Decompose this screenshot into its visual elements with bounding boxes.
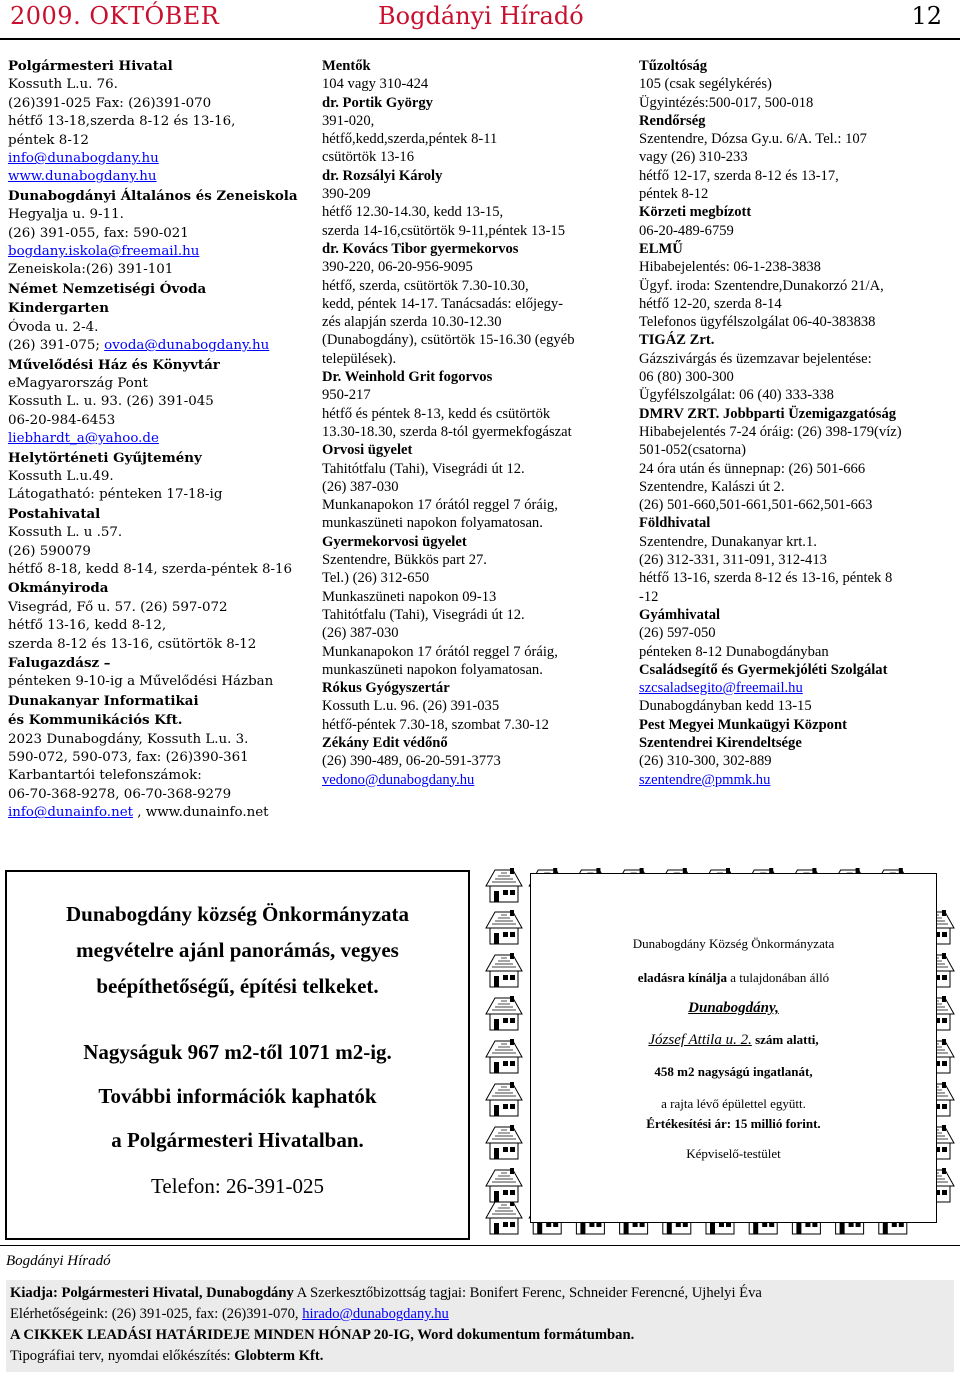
directory-line	[322, 258, 622, 276]
house-icon	[486, 1200, 522, 1234]
house-icon	[486, 1125, 522, 1159]
entry-text: munkaszüneti napokon folyamatosan.	[322, 515, 543, 532]
directory-line	[639, 771, 949, 789]
ad-line	[531, 1032, 936, 1049]
entry-text: Óvoda u. 2-4.	[8, 319, 99, 335]
directory-line	[8, 786, 308, 804]
directory-line	[639, 368, 949, 386]
directory-line	[639, 679, 949, 697]
ad-signature: Képviselő-testület	[686, 1146, 781, 1161]
ad-line: megvételre ajánl panorámás, vegyes	[76, 938, 399, 962]
directory-line	[8, 95, 308, 113]
entry-text: Szentendre, Kalászi út 2.	[639, 478, 785, 495]
entry-heading: Pest Megyei Munkaügyi Központ	[639, 716, 847, 733]
directory-line	[639, 734, 949, 752]
entry-text: 13.30-18.30, szerda 8-tól gyermekfogászat	[322, 423, 572, 440]
entry-heading: Szentendrei Kirendeltsége	[639, 734, 802, 751]
directory-line	[322, 203, 622, 221]
entry-heading: Orvosi ügyelet	[322, 442, 413, 459]
entry-text: Ügyintézés:500-017, 500-018	[639, 94, 814, 111]
directory-line	[639, 496, 949, 514]
directory-line	[8, 132, 308, 150]
directory-line	[639, 441, 949, 459]
directory-line	[8, 76, 308, 94]
typography-company: Globterm Kft.	[234, 1348, 324, 1364]
directory-line	[8, 206, 308, 224]
directory-line	[8, 468, 308, 486]
directory-line	[8, 412, 308, 430]
entry-heading: Helytörténeti Gyűjtemény	[8, 449, 202, 466]
entry-text: hétfő, szerda, csütörtök 7.30-10.30,	[322, 277, 529, 294]
entry-text: kedd, péntek 14-17. Tanácsadás: előjegy-	[322, 295, 564, 312]
directory-line	[8, 579, 308, 598]
directory-line	[8, 243, 308, 261]
ad-text: a tulajdonában álló	[727, 970, 830, 985]
ad-line: Dunabogdány Község Önkormányzata	[632, 936, 835, 951]
entry-text: települések).	[322, 350, 397, 367]
entry-text: 950-217	[322, 387, 371, 404]
directory-line	[322, 496, 622, 514]
ad-price: Értékesítési ár: 15 millió forint.	[646, 1116, 821, 1131]
entry-text: hétfő 8-18, kedd 8-14, szerda-péntek 8-16	[8, 561, 293, 577]
entry-text: Kossuth L. u. 93. (26) 391-045	[8, 394, 214, 410]
directory-line	[322, 460, 622, 478]
entry-text: Kossuth L. u .57.	[8, 525, 123, 541]
ad-text: szám alatti,	[751, 1032, 819, 1047]
directory-line	[322, 130, 622, 148]
entry-heading: ELMŰ	[639, 240, 683, 257]
directory-line	[8, 804, 308, 822]
directory-line	[639, 75, 949, 93]
directory-line	[322, 514, 622, 532]
directory-line	[639, 551, 949, 569]
house-icon	[486, 1039, 522, 1073]
directory-line	[322, 94, 622, 112]
directory-line	[639, 185, 949, 203]
entry-text: hétfő 13-16, szerda 8-12 és 13-16, péntek 8	[639, 570, 893, 587]
directory-line	[322, 606, 622, 624]
directory-line	[639, 277, 949, 295]
footer-title: Bogdányi Híradó	[6, 1253, 111, 1269]
entry-heading: és Kommunikációs Kft.	[8, 712, 183, 729]
entry-text: pénteken 8-12 Dunabogdányban	[639, 643, 829, 660]
directory-line	[8, 113, 308, 131]
entry-heading: Mentők	[322, 58, 371, 74]
entry-text: (Dunabogdány), csütörtök 15-16.30 (egyéb	[322, 332, 575, 349]
entry-text: hétfő 12-17, szerda 8-12 és 13-17,	[639, 167, 839, 184]
entry-text: 105 (csak segélykérés)	[639, 76, 772, 93]
contact-link[interactable]: www.dunabogdany.hu	[8, 169, 157, 185]
directory-line	[322, 75, 622, 93]
directory-line	[8, 319, 308, 337]
ad-line: 458 m2 nagyságú ingatlanát,	[654, 1064, 813, 1079]
contact-link[interactable]: liebhardt_a@yahoo.de	[8, 431, 159, 447]
directory-column-2	[322, 57, 622, 789]
directory-line	[639, 313, 949, 331]
directory-line	[322, 313, 622, 331]
ad-emphasis: eladásra kínálja	[637, 970, 728, 985]
directory-line	[639, 752, 949, 770]
entry-heading: dr. Rozsályi Károly	[322, 167, 443, 184]
directory-line	[322, 771, 622, 789]
entry-text: Látogatható: pénteken 17-18-ig	[8, 487, 223, 503]
entry-heading: Családsegítő és Gyermekjóléti Szolgálat	[639, 661, 888, 678]
directory-line	[322, 222, 622, 240]
publisher: Kiadja: Polgármesteri Hivatal, Dunabogdány	[10, 1285, 294, 1301]
directory-line	[8, 543, 308, 561]
entry-text: Hibabejelentés: 06-1-238-3838	[639, 259, 821, 276]
directory-line	[639, 661, 949, 679]
directory-line	[639, 423, 949, 441]
ad-line	[531, 970, 936, 986]
entry-text: 501-052(csatorna)	[639, 442, 746, 459]
directory-line	[322, 148, 622, 166]
entry-heading: Művelődési Ház és Könyvtár	[8, 356, 220, 373]
imprint-line	[10, 1348, 323, 1365]
entry-text: hétfő-péntek 7.30-18, szombat 7.30-12	[322, 716, 549, 733]
directory-line	[322, 57, 622, 75]
footer-rule	[0, 1245, 960, 1246]
entry-text: péntek 8-12	[639, 186, 709, 203]
entry-text: Gázszivárgás és üzemzavar bejelentése:	[639, 350, 872, 367]
land-sale-ad	[5, 870, 470, 1240]
entry-text: (26) 310-300, 302-889	[639, 753, 772, 770]
directory-line	[639, 112, 949, 130]
directory-line	[639, 350, 949, 368]
entry-text: péntek 8-12	[8, 132, 89, 148]
entry-heading: Tűzoltóság	[639, 58, 708, 74]
directory-line	[639, 258, 949, 276]
entry-text: (26) 387-030	[322, 478, 399, 495]
issue-date: 2009. OKTÓBER	[10, 2, 220, 30]
house-icon	[486, 953, 522, 987]
directory-line	[639, 588, 949, 606]
directory-line	[639, 533, 949, 551]
ad-address: József Attila u. 2.	[648, 1032, 752, 1048]
directory-line	[639, 624, 949, 642]
entry-text: (26) 390-489, 06-20-591-3773	[322, 753, 501, 770]
ad-phone: Telefon: 26-391-025	[151, 1174, 324, 1198]
directory-line	[8, 299, 308, 318]
directory-line	[8, 505, 308, 524]
entry-text: 590-072, 590-073, fax: (26)390-361	[8, 750, 249, 766]
directory-line	[8, 168, 308, 186]
directory-line	[639, 460, 949, 478]
editorial-board: A Szerkesztőbizottság tagjai: Bonifert Ferenc, Schneider Ferencné, Ujhelyi Éva	[293, 1285, 762, 1301]
entry-text: hétfő 12.30-14.30, kedd 13-15,	[322, 204, 504, 221]
entry-text: Telefonos ügyfélszolgálat 06-40-383838	[639, 314, 876, 331]
contact-email-link[interactable]: hirado@dunabogdany.hu	[302, 1306, 449, 1322]
header-rule	[0, 38, 960, 40]
property-sale-ad	[530, 873, 937, 1223]
entry-text: 06-20-489-6759	[639, 222, 734, 239]
directory-line	[322, 112, 622, 130]
directory-line	[639, 240, 949, 258]
entry-text: Munkaszüneti napokon 09-13	[322, 588, 497, 605]
directory-line	[322, 569, 622, 587]
entry-heading: Falugazdász –	[8, 655, 111, 671]
house-icon	[486, 1168, 522, 1202]
entry-text: (26) 387-030	[322, 625, 399, 642]
directory-line	[322, 643, 622, 661]
directory-line	[8, 692, 308, 711]
entry-text: hétfő 13-18,szerda 8-12 és 13-16,	[8, 114, 236, 130]
entry-text: (26) 391-075;	[8, 338, 105, 354]
entry-text: Szentendre, Dunakanyar krt.1.	[639, 533, 817, 550]
directory-line	[639, 643, 949, 661]
ad-line: beépíthetőségű, építési telkeket.	[96, 974, 379, 998]
entry-heading: Okmányiroda	[8, 580, 109, 597]
directory-line	[322, 295, 622, 313]
entry-text: eMagyarország Pont	[8, 375, 148, 391]
directory-line	[8, 731, 308, 749]
directory-line	[322, 588, 622, 606]
entry-heading: Földhivatal	[639, 515, 711, 532]
directory-line	[8, 375, 308, 393]
directory-line	[322, 551, 622, 569]
entry-text: (26) 501-660,501-661,501-662,501-663	[639, 497, 873, 514]
entry-text: Kossuth L.u. 76.	[8, 77, 118, 93]
directory-line	[322, 423, 622, 441]
directory-line	[8, 280, 308, 299]
entry-heading: TIGÁZ Zrt.	[639, 332, 715, 349]
entry-text: 390-220, 06-20-956-9095	[322, 259, 473, 276]
entry-heading: Polgármesteri Hivatal	[8, 58, 173, 74]
directory-line	[639, 514, 949, 532]
directory-line	[322, 697, 622, 715]
directory-line	[322, 716, 622, 734]
directory-line	[8, 767, 308, 785]
entry-heading: Dunabogdányi Általános és Zeneiskola	[8, 187, 298, 204]
contact-link[interactable]: info@dunabogdany.hu	[8, 151, 159, 167]
page-number: 12	[911, 2, 942, 30]
deadline-notice: A CIKKEK LEADÁSI HATÁRIDEJE MINDEN HÓNAP 20-IG, Word dokumentum formátumban.	[10, 1327, 635, 1343]
contact-link[interactable]: szentendre@pmmk.hu	[639, 771, 771, 788]
entry-text: Zeneiskola:(26) 391-101	[8, 262, 174, 278]
imprint-box	[6, 1280, 954, 1372]
directory-line	[639, 148, 949, 166]
entry-heading: Rókus Gyógyszertár	[322, 680, 450, 697]
entry-text: pénteken 9-10-ig a Művelődési Házban	[8, 674, 274, 690]
entry-text: Kossuth L.u.49.	[8, 468, 114, 484]
house-icon	[486, 910, 522, 944]
entry-heading: Gyámhivatal	[639, 606, 721, 623]
entry-text: Hibabejelentés 7-24 óráig: (26) 398-179(víz)	[639, 423, 902, 440]
entry-text: zés alapján szerda 10.30-12.30	[322, 314, 502, 331]
entry-text: 390-209	[322, 186, 371, 203]
house-icon	[486, 996, 522, 1030]
ad-line: Nagyságuk 967 m2-től 1071 m2-ig.	[83, 1040, 392, 1064]
contact-link[interactable]: ovoda@dunabogdany.hu	[104, 338, 270, 354]
publication-title: Bogdányi Híradó	[378, 2, 584, 30]
entry-text: hétfő 13-16, kedd 8-12,	[8, 618, 167, 634]
directory-line	[8, 673, 308, 691]
entry-text: Tahitótfalu (Tahi), Visegrádi út 12.	[322, 460, 525, 477]
entry-text: Kossuth L.u. 96. (26) 391-035	[322, 698, 500, 715]
entry-text: 24 óra után és ünnepnap: (26) 501-666	[639, 460, 866, 477]
entry-text: 06 (80) 300-300	[639, 369, 734, 386]
directory-line	[8, 393, 308, 411]
entry-heading: dr. Kovács Tibor gyermekorvos	[322, 240, 519, 257]
directory-line	[8, 337, 308, 355]
entry-text: Munkanapokon 17 órától reggel 7 óráig,	[322, 643, 558, 660]
entry-text: Tel.) (26) 312-650	[322, 570, 430, 587]
contact-link[interactable]: bogdany.iskola@freemail.hu	[8, 244, 200, 260]
directory-line	[8, 749, 308, 767]
directory-line	[322, 350, 622, 368]
directory-line	[322, 277, 622, 295]
entry-text: (26) 590079	[8, 543, 91, 559]
directory-line	[8, 150, 308, 168]
directory-line	[322, 368, 622, 386]
directory-line	[8, 524, 308, 542]
entry-text: szerda 8-12 és 13-16, csütörtök 8-12	[8, 636, 257, 652]
directory-line	[639, 94, 949, 112]
contact-link[interactable]: vedono@dunabogdany.hu	[322, 771, 475, 788]
directory-line	[639, 222, 949, 240]
ad-line: További információk kaphatók	[98, 1084, 377, 1108]
directory-line	[322, 405, 622, 423]
entry-text: Szentendre, Bükkös part 27.	[322, 552, 487, 569]
contact-link[interactable]: info@dunainfo.net	[8, 805, 133, 821]
entry-heading: Német Nemzetiségi Óvoda	[8, 280, 207, 297]
house-icon	[486, 868, 522, 902]
ad-line: Dunabogdány,	[688, 1000, 779, 1016]
directory-line	[639, 405, 949, 423]
entry-heading: dr. Portik György	[322, 94, 433, 111]
entry-text: (26)391-025 Fax: (26)391-070	[8, 95, 212, 111]
entry-text: 2023 Dunabogdány, Kossuth L.u. 3.	[8, 731, 249, 747]
entry-heading: Körzeti megbízott	[639, 204, 752, 221]
directory-line	[639, 331, 949, 349]
directory-line	[322, 441, 622, 459]
directory-line	[639, 697, 949, 715]
directory-line	[8, 261, 308, 279]
directory-line	[322, 624, 622, 642]
entry-text: (26) 597-050	[639, 625, 716, 642]
entry-text: munkaszüneti napokon folyamatosan.	[322, 661, 543, 678]
entry-text: , www.dunainfo.net	[133, 805, 269, 821]
directory-line	[8, 599, 308, 617]
entry-text: Szentendre, Dózsa Gy.u. 6/A. Tel.: 107	[639, 131, 867, 148]
directory-line	[322, 661, 622, 679]
entry-heading: Dr. Weinhold Grit fogorvos	[322, 369, 493, 386]
entry-text: hétfő,kedd,szerda,péntek 8-11	[322, 131, 498, 148]
house-icon	[486, 1082, 522, 1116]
directory-line	[8, 654, 308, 673]
directory-line	[639, 478, 949, 496]
directory-line	[8, 225, 308, 243]
directory-line	[8, 617, 308, 635]
directory-column-1	[8, 57, 308, 823]
entry-text: 06-20-984-6453	[8, 412, 116, 428]
directory-line	[322, 331, 622, 349]
directory-line	[322, 533, 622, 551]
directory-line	[322, 734, 622, 752]
directory-line	[8, 187, 308, 206]
ad-line: a Polgármesteri Hivatalban.	[111, 1128, 364, 1152]
directory-line	[639, 295, 949, 313]
entry-text: csütörtök 13-16	[322, 149, 415, 166]
directory-line	[639, 606, 949, 624]
entry-text: Visegrád, Fő u. 57. (26) 597-072	[8, 599, 228, 615]
directory-line	[639, 716, 949, 734]
contact-link[interactable]: szcsaladsegito@freemail.hu	[639, 680, 803, 697]
imprint-line	[10, 1306, 449, 1323]
directory-line	[639, 386, 949, 404]
entry-text: Hegyalja u. 9-11.	[8, 207, 124, 223]
entry-text: (26) 391-055, fax: 590-021	[8, 225, 189, 241]
entry-text: Karbantartói telefonszámok:	[8, 768, 202, 784]
typography-text: Tipográfiai terv, nyomdai előkészítés:	[10, 1348, 235, 1364]
entry-text: 06-70-368-9278, 06-70-368-9279	[8, 786, 232, 802]
directory-column-3	[639, 57, 949, 789]
entry-text: hétfő és péntek 8-13, kedd és csütörtök	[322, 405, 551, 422]
entry-text: 391-020,	[322, 112, 375, 129]
directory-line	[639, 569, 949, 587]
directory-line	[8, 486, 308, 504]
imprint-line	[10, 1285, 762, 1302]
directory-line	[8, 57, 308, 76]
entry-text: Munkanapokon 17 órától reggel 7 óráig,	[322, 497, 558, 514]
directory-line	[8, 430, 308, 448]
entry-text: 104 vagy 310-424	[322, 76, 429, 93]
directory-line	[639, 130, 949, 148]
entry-text: Ügyf. iroda: Szentendre,Dunakorzó 21/A,	[639, 277, 884, 294]
directory-line	[322, 752, 622, 770]
entry-heading: Dunakanyar Informatikai	[8, 692, 199, 709]
directory-line	[322, 167, 622, 185]
directory-line	[322, 185, 622, 203]
directory-line	[8, 449, 308, 468]
contact-text: Elérhetőségeink: (26) 391-025, fax: (26)391-070,	[10, 1306, 303, 1322]
directory-line	[322, 386, 622, 404]
page-header	[0, 0, 960, 34]
directory-line	[639, 203, 949, 221]
entry-heading: Rendőrség	[639, 112, 706, 129]
entry-text: szerda 14-16,csütörtök 9-11,péntek 13-15	[322, 222, 566, 239]
entry-text: -12	[639, 588, 659, 605]
entry-text: (26) 312-331, 311-091, 312-413	[639, 552, 827, 569]
ad-line: a rajta lévő épülettel együtt.	[661, 1096, 806, 1111]
entry-heading: DMRV ZRT. Jobbparti Üzemigazgatóság	[639, 405, 897, 422]
entry-heading: Gyermekorvosi ügyelet	[322, 533, 467, 550]
entry-heading: Kindergarten	[8, 300, 109, 317]
directory-line	[8, 561, 308, 579]
entry-heading: Zékány Edit védőnő	[322, 734, 448, 751]
entry-text: Dunabogdányban kedd 13-15	[639, 698, 812, 715]
directory-line	[322, 240, 622, 258]
directory-line	[8, 636, 308, 654]
ad-line: Dunabogdány község Önkormányzata	[65, 902, 410, 926]
directory-line	[639, 167, 949, 185]
directory-line	[8, 711, 308, 730]
entry-text: hétfő 12-20, szerda 8-14	[639, 295, 782, 312]
directory-line	[322, 679, 622, 697]
directory-line	[322, 478, 622, 496]
directory-line	[8, 356, 308, 375]
directory-line	[639, 57, 949, 75]
entry-text: vagy (26) 310-233	[639, 149, 748, 166]
entry-text: Ügyfélszolgálat: 06 (40) 333-338	[639, 387, 834, 404]
entry-heading: Postahivatal	[8, 505, 101, 522]
entry-text: Tahitótfalu (Tahi), Visegrádi út 12.	[322, 606, 525, 623]
